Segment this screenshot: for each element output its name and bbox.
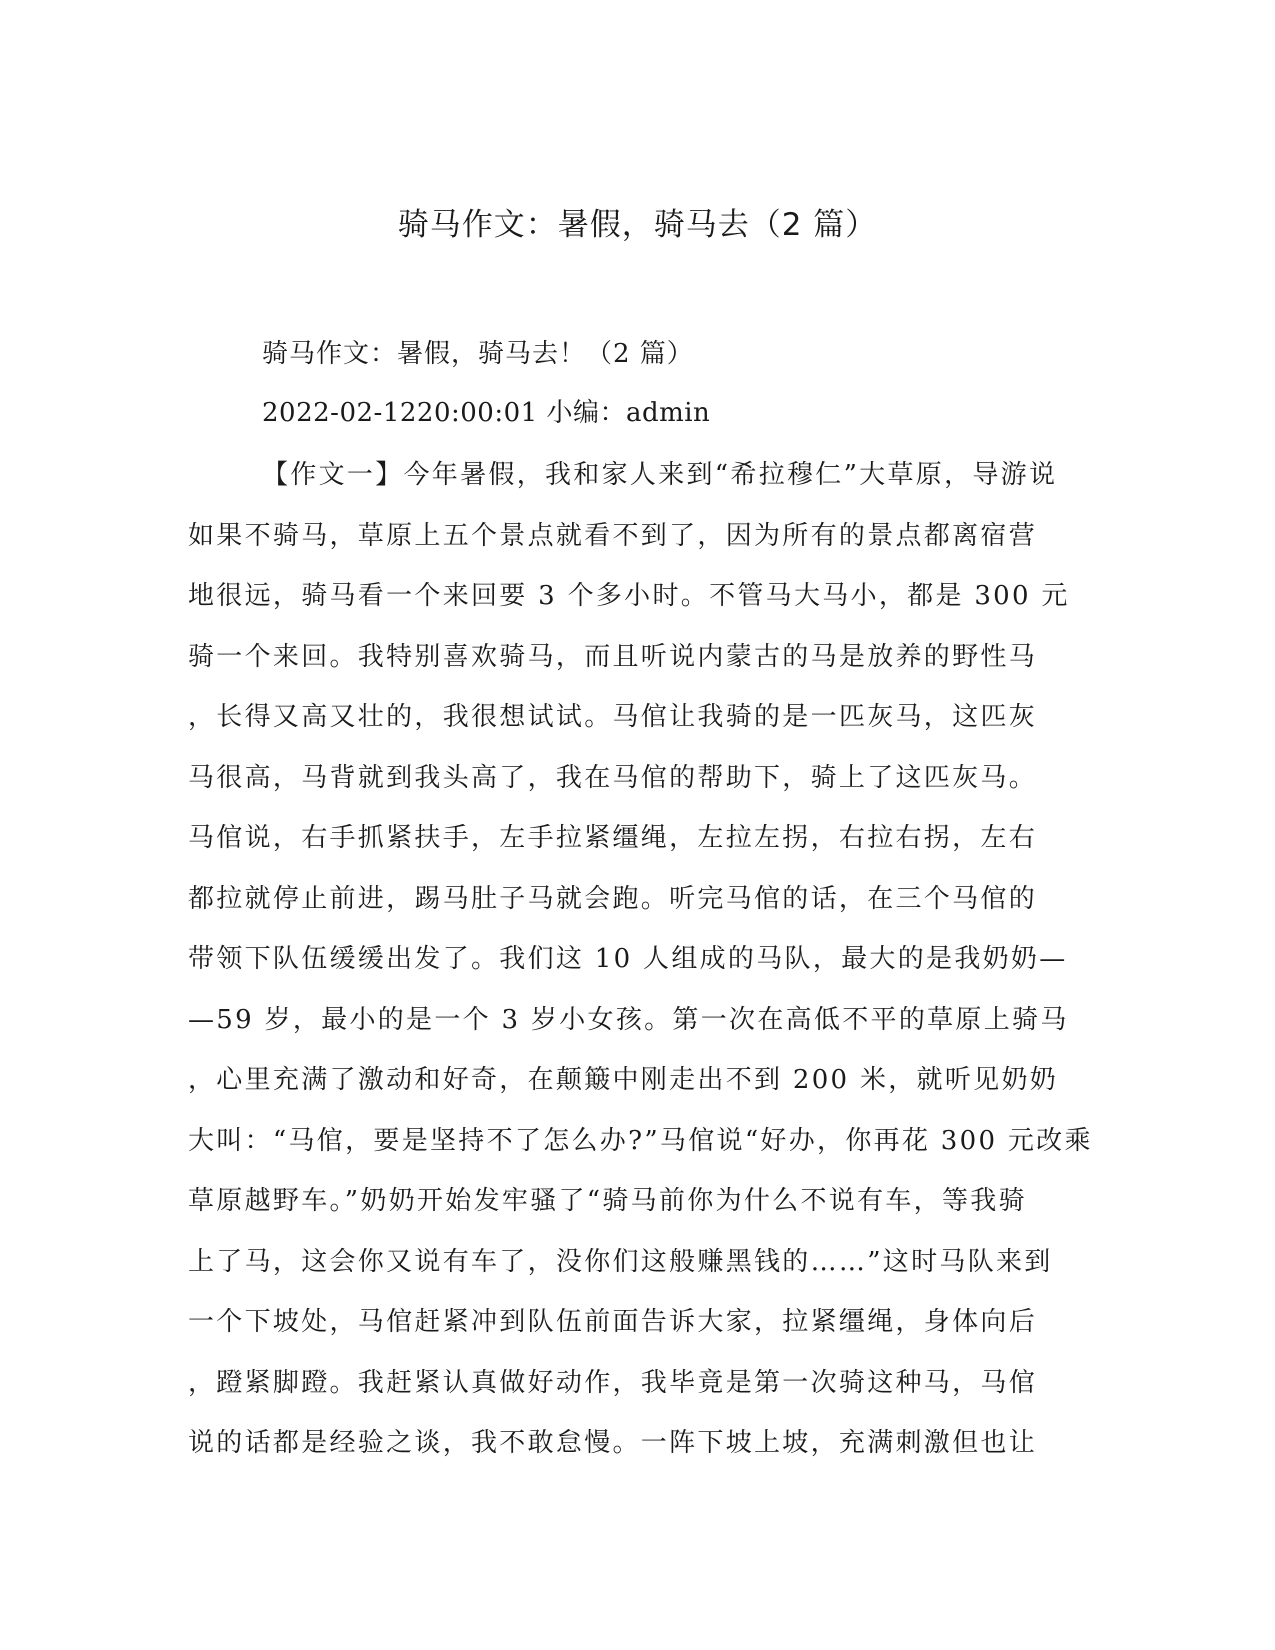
body-line: ，长得又高又壮的，我很想试试。马倌让我骑的是一匹灰马，这匹灰	[188, 702, 1038, 732]
body-line: 一个下坡处，马倌赶紧冲到队伍前面告诉大家，拉紧缰绳，身体向后	[188, 1307, 1038, 1337]
body-line: 带领下队伍缓缓出发了。我们这 10 人组成的马队，最大的是我奶奶—	[188, 944, 1068, 974]
body-line: 地很远，骑马看一个来回要 3 个多小时。不管马大马小，都是 300 元	[188, 581, 1070, 611]
document-title: 骑马作文：暑假，骑马去（2 篇）	[397, 207, 878, 243]
body-line: 说的话都是经验之谈，我不敢怠慢。一阵下坡上坡，充满刺激但也让	[188, 1428, 1038, 1458]
body-line: —59 岁，最小的是一个 3 岁小女孩。第一次在高低不平的草原上骑马	[188, 1004, 1069, 1035]
body-line: 如果不骑马，草原上五个景点就看不到了，因为所有的景点都离宿营	[188, 520, 1038, 551]
article-subtitle: 骑马作文：暑假，骑马去！（2 篇）	[262, 339, 694, 369]
article-body	[188, 455, 1093, 1484]
article-dateline: 2022-02-1220:00:01 小编：admin	[262, 398, 711, 428]
body-line: 马很高，马背就到我头高了，我在马倌的帮助下，骑上了这匹灰马。	[188, 762, 1038, 793]
body-line: 【作文一】今年暑假，我和家人来到“希拉穆仁”大草原，导游说	[262, 460, 1058, 490]
body-line: 骑一个来回。我特别喜欢骑马，而且听说内蒙古的马是放养的野性马	[188, 641, 1038, 672]
body-line: 上了马，这会你又说有车了，没你们这般赚黑钱的……”这时马队来到	[188, 1246, 1053, 1277]
body-line: ，蹬紧脚蹬。我赶紧认真做好动作，我毕竟是第一次骑这种马，马倌	[188, 1367, 1038, 1398]
body-line: 大叫：“马倌，要是坚持不了怎么办?”马倌说“好办，你再花 300 元改乘	[188, 1125, 1093, 1156]
body-line: 草原越野车。”奶奶开始发牢骚了“骑马前你为什么不说有车，等我骑	[188, 1186, 1027, 1216]
body-line: 都拉就停止前进，踢马肚子马就会跑。听完马倌的话，在三个马倌的	[188, 883, 1038, 914]
body-line: 马倌说，右手抓紧扶手，左手拉紧缰绳，左拉左拐，右拉右拐，左右	[188, 823, 1038, 853]
body-line: ，心里充满了激动和好奇，在颠簸中刚走出不到 200 米，就听见奶奶	[188, 1065, 1059, 1095]
